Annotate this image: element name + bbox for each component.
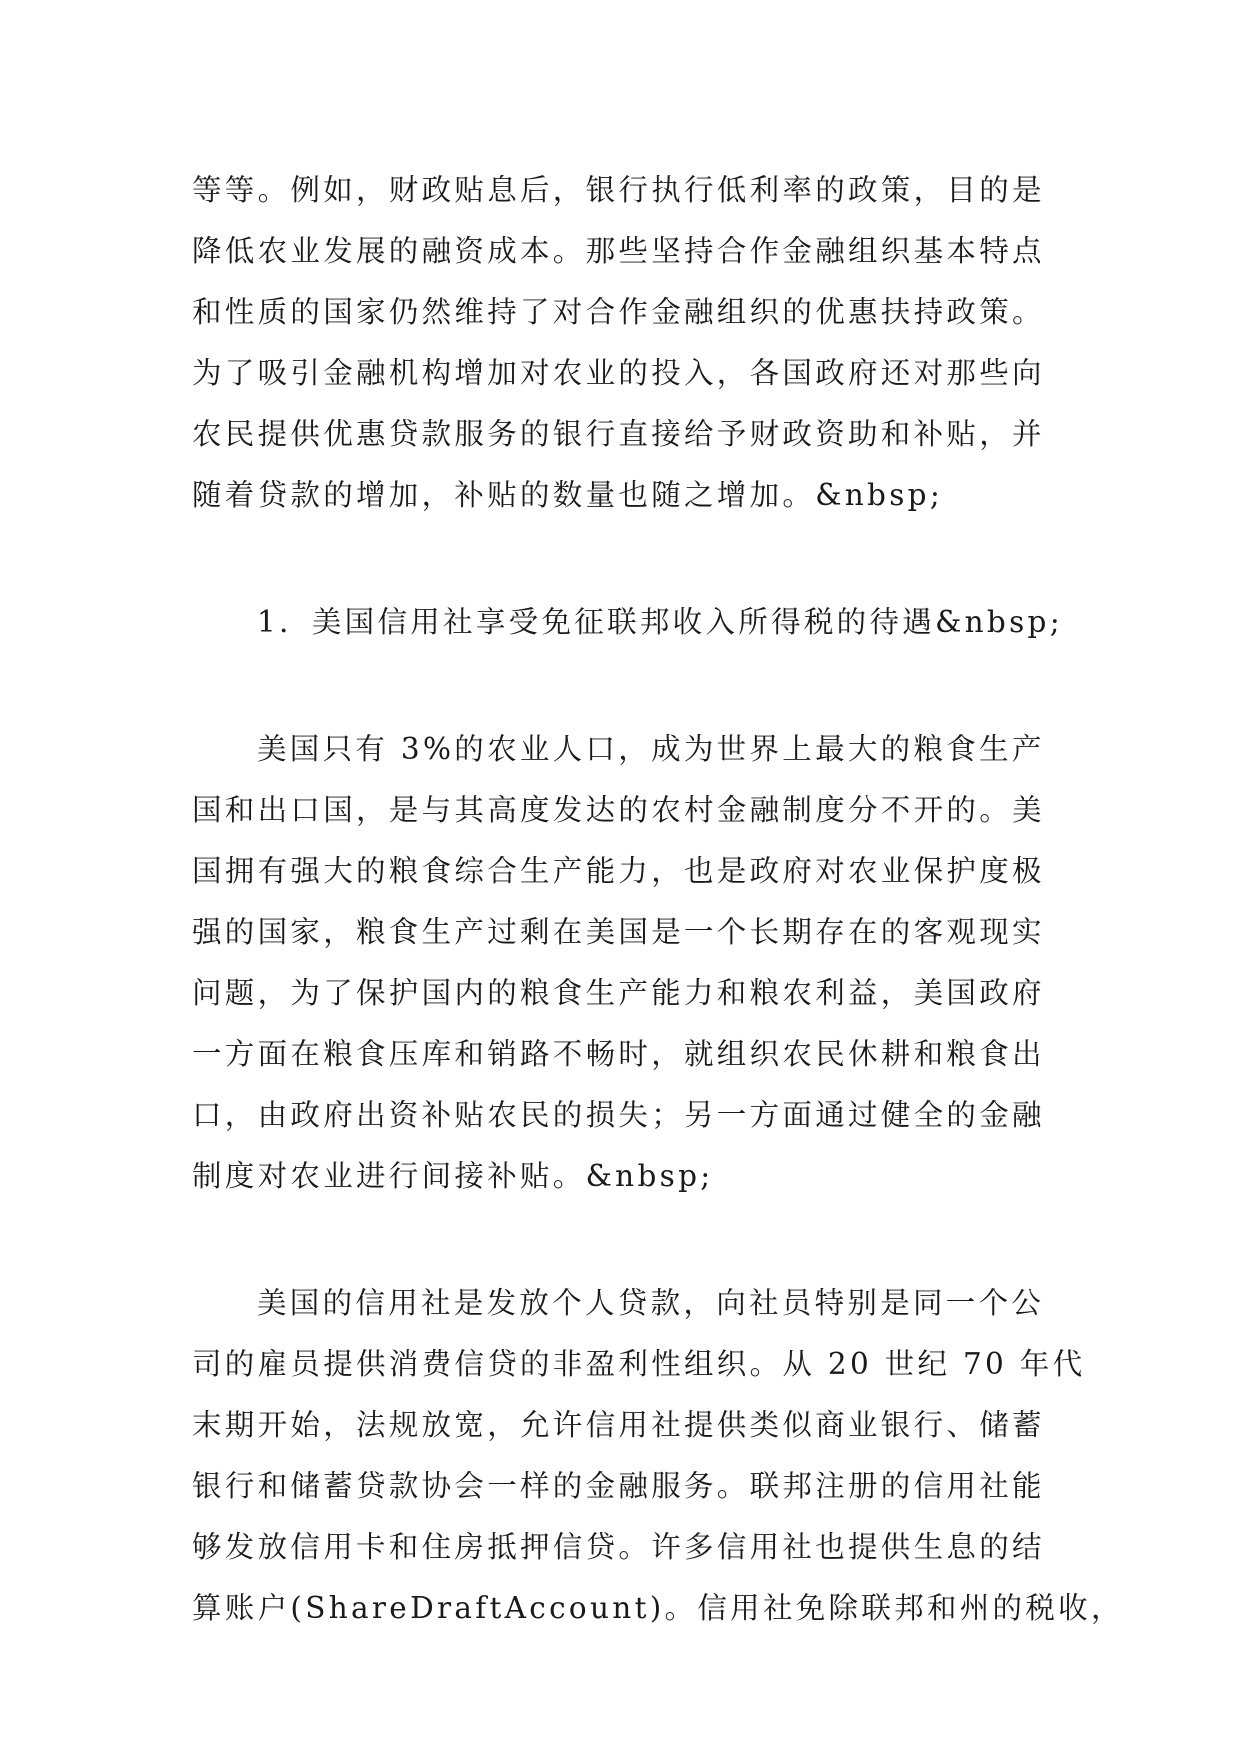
text-line: 算账户(ShareDraftAccount)。信用社免除联邦和州的税收， [192, 1591, 1124, 1625]
text-line: 问题，为了保护国内的粮食生产能力和粮农利益，美国政府 [192, 976, 1045, 1010]
section-heading [192, 592, 1072, 653]
text-line: 末期开始，法规放宽，允许信用社提供类似商业银行、储蓄 [192, 1408, 1045, 1442]
text-line: 银行和储蓄贷款协会一样的金融服务。联邦注册的信用社能 [192, 1469, 1045, 1503]
text-line: 强的国家，粮食生产过剩在美国是一个长期存在的客观现实 [192, 915, 1045, 949]
text-line: 和性质的国家仍然维持了对合作金融组织的优惠扶持政策。 [192, 295, 1045, 329]
text-line: 制度对农业进行间接补贴。&nbsp; [192, 1159, 714, 1193]
text-line: 等等。例如，财政贴息后，银行执行低利率的政策，目的是 [192, 173, 1045, 207]
text-line: 一方面在粮食压库和销路不畅时，就组织农民休耕和粮食出 [192, 1037, 1045, 1071]
text-line: 口，由政府出资补贴农民的损失；另一方面通过健全的金融 [192, 1098, 1045, 1132]
text-line: 农民提供优惠贷款服务的银行直接给予财政资助和补贴，并 [192, 417, 1045, 451]
text-line: 够发放信用卡和住房抵押信贷。许多信用社也提供生息的结 [192, 1530, 1045, 1564]
text-line: 为了吸引金融机构增加对农业的投入，各国政府还对那些向 [192, 356, 1045, 390]
text-line: 美国的信用社是发放个人贷款，向社员特别是同一个公 [257, 1286, 1045, 1320]
paragraph-us-agriculture [192, 719, 1072, 1207]
paragraph-intro-continuation [192, 160, 1072, 526]
text-line: 国和出口国，是与其高度发达的农村金融制度分不开的。美 [192, 793, 1045, 827]
document-body [192, 160, 1124, 1705]
paragraph-us-credit-unions [192, 1273, 1124, 1639]
text-line: 国拥有强大的粮食综合生产能力，也是政府对农业保护度极 [192, 854, 1045, 888]
text-line: 美国只有 3%的农业人口，成为世界上最大的粮食生产 [257, 732, 1045, 766]
heading-text: 1．美国信用社享受免征联邦收入所得税的待遇&nbsp; [257, 605, 1063, 639]
text-line: 司的雇员提供消费信贷的非盈利性组织。从 20 世纪 70 年代 [192, 1347, 1086, 1381]
text-line: 降低农业发展的融资成本。那些坚持合作金融组织基本特点 [192, 234, 1045, 268]
text-line: 随着贷款的增加，补贴的数量也随之增加。&nbsp; [192, 478, 944, 512]
